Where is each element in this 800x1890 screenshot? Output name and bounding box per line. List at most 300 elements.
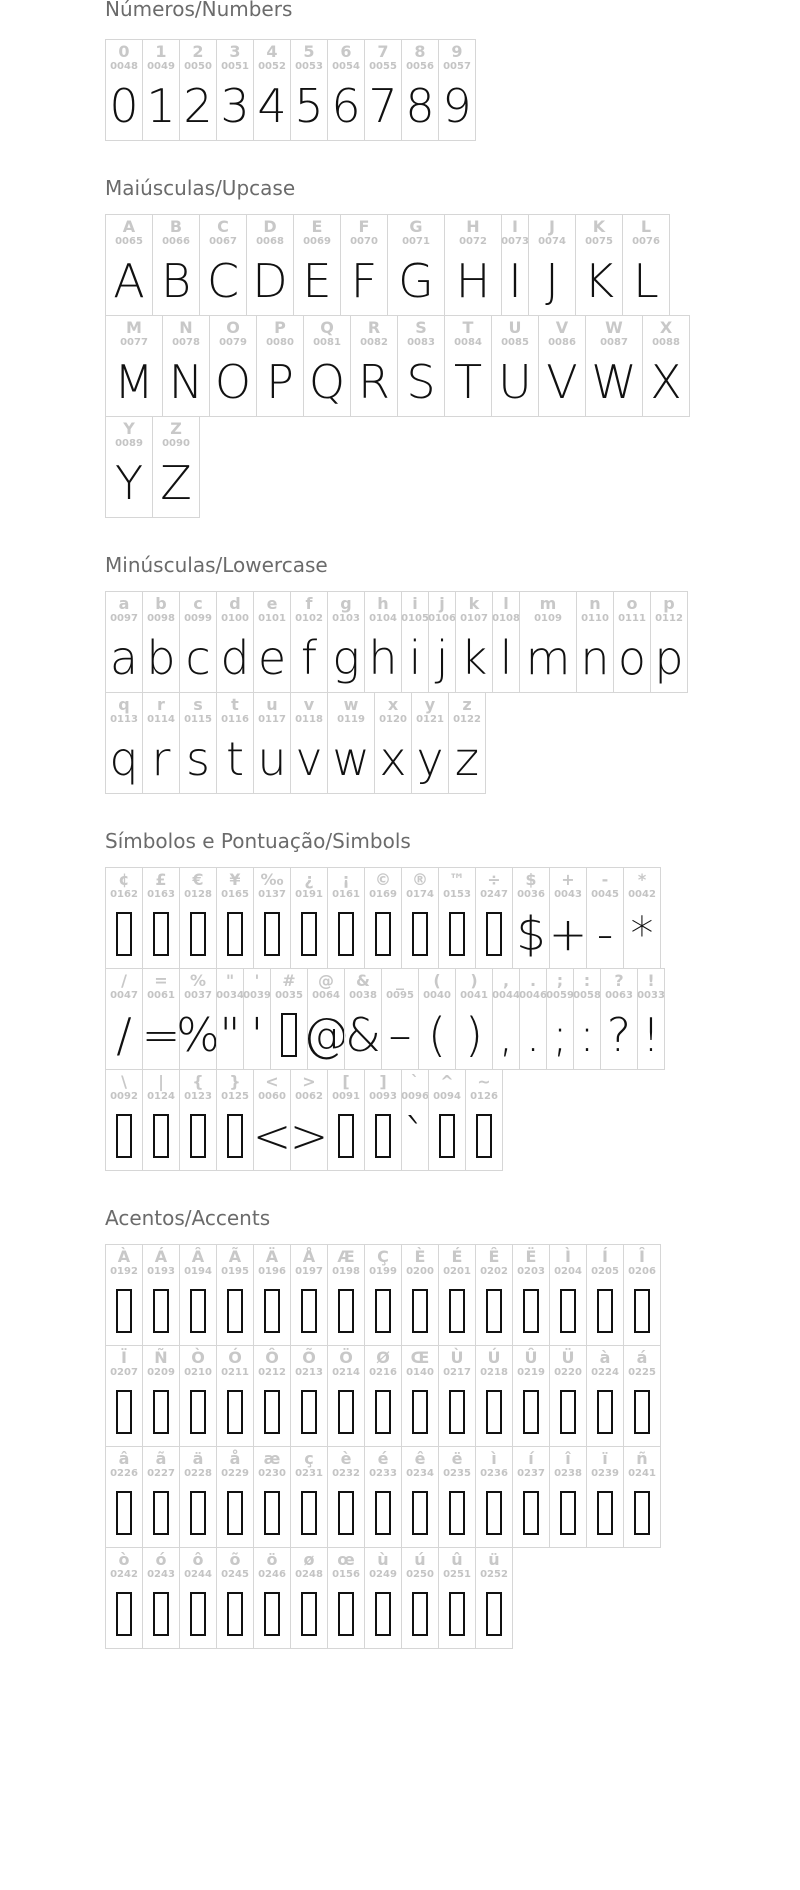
glyph-code: 0217 bbox=[443, 1367, 471, 1378]
glyph-sample-text: 2 bbox=[183, 79, 213, 133]
glyph-reference-char: ® bbox=[412, 870, 428, 889]
glyph-code: 0156 bbox=[332, 1569, 360, 1580]
glyph-reference-char: = bbox=[154, 971, 168, 990]
glyph-code: 0123 bbox=[184, 1091, 212, 1102]
glyph-cell bbox=[512, 1244, 550, 1346]
glyph-cell bbox=[387, 214, 445, 316]
glyph-cell bbox=[216, 968, 244, 1070]
glyph-cell bbox=[637, 968, 665, 1070]
glyph-reference-char: ö bbox=[266, 1550, 278, 1569]
glyph-code: 0088 bbox=[652, 337, 680, 348]
glyph-sample-text: j bbox=[435, 631, 449, 685]
glyph-sample bbox=[183, 76, 213, 136]
missing-glyph-box-icon bbox=[146, 904, 176, 964]
glyph-sample-text: = bbox=[141, 1008, 181, 1062]
glyph-code: 0232 bbox=[332, 1468, 360, 1479]
glyph-code: 0050 bbox=[184, 61, 212, 72]
glyph-code: 0201 bbox=[443, 1266, 471, 1277]
glyph-sample-text: M bbox=[114, 355, 154, 409]
glyph-cell bbox=[142, 1345, 180, 1447]
glyph-reference-char: ^ bbox=[440, 1072, 454, 1091]
glyph-reference-char: ¥ bbox=[229, 870, 241, 889]
glyph-reference-char: W bbox=[605, 318, 623, 337]
notdef-rectangle bbox=[227, 1114, 243, 1158]
glyph-sample-text: w bbox=[332, 732, 370, 786]
glyph-reference-char: " bbox=[225, 971, 235, 990]
glyph-code: 0245 bbox=[221, 1569, 249, 1580]
glyph-reference-char: 2 bbox=[192, 42, 204, 61]
glyph-cell bbox=[491, 315, 539, 417]
notdef-rectangle bbox=[560, 1390, 576, 1434]
glyph-cell bbox=[455, 591, 493, 693]
glyph-sample bbox=[109, 76, 139, 136]
notdef-rectangle bbox=[227, 1289, 243, 1333]
glyph-code: 0227 bbox=[147, 1468, 175, 1479]
glyph-cell bbox=[438, 1547, 476, 1649]
glyph-cell bbox=[105, 416, 153, 518]
glyph-code: 0095 bbox=[386, 990, 414, 1001]
glyph-sample bbox=[114, 251, 144, 311]
glyph-sample bbox=[302, 251, 332, 311]
glyph-reference-char: Æ bbox=[337, 1247, 355, 1266]
glyph-cell bbox=[290, 1547, 328, 1649]
notdef-rectangle bbox=[375, 1491, 391, 1535]
glyph-sample-text: * bbox=[630, 907, 654, 961]
glyph-cell bbox=[105, 1547, 143, 1649]
glyph-reference-char: ú bbox=[414, 1550, 426, 1569]
glyph-cell bbox=[401, 867, 439, 969]
glyph-reference-char: ™ bbox=[449, 870, 465, 889]
glyph-sample bbox=[455, 251, 491, 311]
glyph-sample-text: p bbox=[654, 631, 684, 685]
glyph-reference-char: R bbox=[367, 318, 381, 337]
glyph-reference-char: à bbox=[599, 1348, 611, 1367]
missing-glyph-box-icon bbox=[146, 1483, 176, 1543]
glyph-cell bbox=[538, 315, 586, 417]
glyph-cell bbox=[105, 591, 143, 693]
missing-glyph-box-icon bbox=[294, 1483, 324, 1543]
glyph-reference-char: e bbox=[266, 594, 278, 613]
glyph-code: 0137 bbox=[258, 889, 286, 900]
glyph-cell bbox=[401, 1547, 439, 1649]
glyph-reference-char: v bbox=[303, 695, 315, 714]
glyph-sample bbox=[257, 628, 287, 688]
glyph-code: 0230 bbox=[258, 1468, 286, 1479]
glyph-sample-text: O bbox=[214, 355, 252, 409]
glyph-sample bbox=[500, 251, 530, 311]
glyph-sample-text: Y bbox=[114, 456, 144, 510]
missing-glyph-box-icon bbox=[590, 1281, 620, 1341]
glyph-code: 0252 bbox=[480, 1569, 508, 1580]
notdef-rectangle bbox=[634, 1289, 650, 1333]
glyph-cell bbox=[397, 315, 445, 417]
glyph-cell bbox=[401, 1446, 439, 1548]
missing-glyph-box-icon bbox=[405, 1584, 435, 1644]
glyph-code: 0090 bbox=[162, 438, 190, 449]
glyph-reference-char: Î bbox=[639, 1247, 645, 1266]
notdef-rectangle bbox=[116, 1390, 132, 1434]
glyph-reference-char: ì bbox=[491, 1449, 497, 1468]
glyph-cell bbox=[293, 214, 341, 316]
glyph-sample-text: V bbox=[546, 355, 578, 409]
glyph-cell bbox=[650, 591, 688, 693]
glyph-reference-char: ë bbox=[451, 1449, 463, 1468]
glyph-cell bbox=[216, 591, 254, 693]
glyph-cell bbox=[623, 867, 661, 969]
glyph-sample-text: . bbox=[525, 1008, 541, 1062]
glyph-code: 0074 bbox=[538, 236, 566, 247]
glyph-sample-text: P bbox=[266, 355, 294, 409]
missing-glyph-box-icon bbox=[109, 1106, 139, 1166]
glyph-reference-char: z bbox=[462, 695, 472, 714]
notdef-rectangle bbox=[116, 1289, 132, 1333]
glyph-reference-char: > bbox=[302, 1072, 316, 1091]
glyph-sample-text: y bbox=[416, 732, 444, 786]
glyph-sample bbox=[331, 628, 361, 688]
glyph-sample-text: Z bbox=[160, 456, 192, 510]
glyph-code: 0079 bbox=[219, 337, 247, 348]
glyph-code: 0224 bbox=[591, 1367, 619, 1378]
notdef-rectangle bbox=[486, 1390, 502, 1434]
glyph-reference-char: < bbox=[265, 1072, 279, 1091]
glyph-code: 0048 bbox=[110, 61, 138, 72]
glyph-sample bbox=[627, 904, 657, 964]
glyph-code: 0126 bbox=[470, 1091, 498, 1102]
glyph-cell bbox=[642, 315, 690, 417]
glyph-sample bbox=[141, 1005, 181, 1065]
glyph-cell bbox=[438, 39, 476, 141]
missing-glyph-box-icon bbox=[331, 1584, 361, 1644]
notdef-rectangle bbox=[338, 1491, 354, 1535]
notdef-rectangle bbox=[412, 1390, 428, 1434]
glyph-code: 0092 bbox=[110, 1091, 138, 1102]
glyph-cell bbox=[246, 214, 294, 316]
glyph-cell bbox=[243, 968, 271, 1070]
glyph-code: 0070 bbox=[350, 236, 378, 247]
missing-glyph-box-icon bbox=[146, 1106, 176, 1166]
notdef-rectangle bbox=[116, 1592, 132, 1636]
glyph-cell bbox=[142, 1446, 180, 1548]
glyph-cell bbox=[303, 315, 351, 417]
glyph-sample-text: & bbox=[345, 1008, 381, 1062]
notdef-rectangle bbox=[153, 912, 169, 956]
glyph-code: 0202 bbox=[480, 1266, 508, 1277]
glyph-cell bbox=[475, 1446, 513, 1548]
glyph-reference-char: ] bbox=[379, 1072, 387, 1091]
glyph-cell bbox=[444, 214, 502, 316]
glyph-code: 0062 bbox=[295, 1091, 323, 1102]
notdef-rectangle bbox=[375, 912, 391, 956]
glyph-reference-char: P bbox=[274, 318, 286, 337]
notdef-rectangle bbox=[412, 912, 428, 956]
glyph-sample bbox=[617, 628, 647, 688]
glyph-reference-char: å bbox=[229, 1449, 241, 1468]
glyph-reference-char: ù bbox=[377, 1550, 389, 1569]
glyph-code: 0114 bbox=[147, 714, 175, 725]
missing-glyph-box-icon bbox=[294, 904, 324, 964]
missing-glyph-box-icon bbox=[257, 904, 287, 964]
glyph-cell bbox=[418, 968, 456, 1070]
glyph-reference-char: Q bbox=[320, 318, 334, 337]
glyph-code: 0203 bbox=[517, 1266, 545, 1277]
glyph-code: 0237 bbox=[517, 1468, 545, 1479]
missing-glyph-box-icon bbox=[257, 1382, 287, 1442]
glyph-reference-char: ¢ bbox=[118, 870, 130, 889]
glyph-code: 0063 bbox=[605, 990, 633, 1001]
glyph-code: 0191 bbox=[295, 889, 323, 900]
glyph-reference-char: J bbox=[549, 217, 555, 236]
missing-glyph-box-icon bbox=[442, 1281, 472, 1341]
glyph-cell bbox=[216, 39, 254, 141]
glyph-reference-char: G bbox=[409, 217, 423, 236]
glyph-sample bbox=[214, 352, 252, 412]
notdef-rectangle bbox=[634, 1390, 650, 1434]
missing-glyph-box-icon bbox=[220, 1106, 250, 1166]
notdef-rectangle bbox=[153, 1592, 169, 1636]
glyph-code: 0112 bbox=[655, 613, 683, 624]
glyph-reference-char: S bbox=[415, 318, 427, 337]
glyph-cell bbox=[290, 1244, 328, 1346]
glyph-sample bbox=[580, 628, 610, 688]
glyph-code: 0110 bbox=[581, 613, 609, 624]
glyph-cell bbox=[586, 1345, 624, 1447]
glyph-code: 0046 bbox=[519, 990, 547, 1001]
glyph-sample bbox=[109, 1005, 139, 1065]
glyph-cell bbox=[327, 1547, 365, 1649]
glyph-reference-char: ò bbox=[118, 1550, 130, 1569]
glyph-cell bbox=[290, 867, 328, 969]
glyph-code: 0035 bbox=[275, 990, 303, 1001]
glyph-code: 0243 bbox=[147, 1569, 175, 1580]
glyph-reference-char: Ñ bbox=[154, 1348, 168, 1367]
glyph-cell bbox=[152, 214, 200, 316]
glyph-cell bbox=[216, 1345, 254, 1447]
glyph-code: 0244 bbox=[184, 1569, 212, 1580]
missing-glyph-box-icon bbox=[368, 1106, 398, 1166]
glyph-code: 0118 bbox=[295, 714, 323, 725]
glyph-code: 0071 bbox=[402, 236, 430, 247]
glyph-sample bbox=[168, 352, 204, 412]
glyph-code: 0096 bbox=[401, 1091, 429, 1102]
glyph-grid-upcase bbox=[105, 214, 695, 517]
glyph-sample-text: i bbox=[408, 631, 422, 685]
glyph-cell bbox=[327, 867, 365, 969]
glyph-sample bbox=[220, 76, 250, 136]
glyph-code: 0093 bbox=[369, 1091, 397, 1102]
notdef-rectangle bbox=[597, 1390, 613, 1434]
notdef-rectangle bbox=[486, 1491, 502, 1535]
glyph-reference-char: Ø bbox=[376, 1348, 390, 1367]
glyph-sample-text: ; bbox=[552, 1008, 568, 1062]
glyph-reference-char: w bbox=[343, 695, 359, 714]
missing-glyph-box-icon bbox=[183, 1106, 213, 1166]
notdef-rectangle bbox=[264, 1491, 280, 1535]
glyph-reference-char: M bbox=[126, 318, 142, 337]
glyph-cell bbox=[179, 692, 217, 794]
glyph-reference-char: À bbox=[117, 1247, 131, 1266]
missing-glyph-box-icon bbox=[183, 904, 213, 964]
glyph-sample bbox=[537, 251, 567, 311]
glyph-sample-text: f bbox=[300, 631, 318, 685]
glyph-cell bbox=[327, 1446, 365, 1548]
glyph-reference-char: n bbox=[589, 594, 601, 613]
glyph-code: 0099 bbox=[184, 613, 212, 624]
glyph-sample-text: B bbox=[160, 254, 192, 308]
glyph-cell bbox=[142, 968, 180, 1070]
glyph-sample-text: k bbox=[460, 631, 488, 685]
glyph-reference-char: 0 bbox=[118, 42, 130, 61]
glyph-sample bbox=[161, 251, 191, 311]
missing-glyph-box-icon bbox=[516, 1483, 546, 1543]
glyph-sample bbox=[208, 251, 238, 311]
glyph-sample bbox=[545, 1005, 575, 1065]
glyph-cell bbox=[290, 591, 328, 693]
glyph-reference-char: F bbox=[358, 217, 370, 236]
glyph-sample bbox=[308, 352, 346, 412]
glyph-reference-char: x bbox=[387, 695, 399, 714]
glyph-code: 0120 bbox=[379, 714, 407, 725]
glyph-code: 0073 bbox=[501, 236, 529, 247]
glyph-code: 0251 bbox=[443, 1569, 471, 1580]
glyph-cell bbox=[428, 1069, 466, 1171]
notdef-rectangle bbox=[338, 1289, 354, 1333]
glyph-cell bbox=[401, 39, 439, 141]
glyph-cell bbox=[179, 1446, 217, 1548]
notdef-rectangle bbox=[634, 1491, 650, 1535]
glyph-reference-char: h bbox=[377, 594, 389, 613]
glyph-reference-char: Ò bbox=[191, 1348, 205, 1367]
glyph-code: 0060 bbox=[258, 1091, 286, 1102]
glyph-cell bbox=[327, 1244, 365, 1346]
glyph-sample-text: : bbox=[579, 1008, 595, 1062]
glyph-code: 0239 bbox=[591, 1468, 619, 1479]
glyph-sample bbox=[400, 628, 430, 688]
notdef-rectangle bbox=[227, 1491, 243, 1535]
glyph-sample bbox=[257, 729, 287, 789]
glyph-reference-char: b bbox=[155, 594, 167, 613]
glyph-cell bbox=[142, 39, 180, 141]
glyph-reference-char: Ü bbox=[561, 1348, 575, 1367]
glyph-reference-char: â bbox=[118, 1449, 130, 1468]
glyph-reference-char: q bbox=[118, 695, 130, 714]
glyph-sample-text: L bbox=[633, 254, 659, 308]
missing-glyph-box-icon bbox=[257, 1483, 287, 1543]
glyph-cell bbox=[576, 591, 614, 693]
glyph-code: 0196 bbox=[258, 1266, 286, 1277]
glyph-cell bbox=[512, 1345, 550, 1447]
glyph-code: 0162 bbox=[110, 889, 138, 900]
missing-glyph-box-icon bbox=[146, 1382, 176, 1442]
glyph-reference-char: ó bbox=[155, 1550, 167, 1569]
missing-glyph-box-icon bbox=[405, 904, 435, 964]
glyph-sample bbox=[252, 251, 288, 311]
glyph-sample-text: D bbox=[252, 254, 288, 308]
glyph-sample-text: ! bbox=[641, 1008, 661, 1062]
glyph-code: 0210 bbox=[184, 1367, 212, 1378]
glyph-code: 0198 bbox=[332, 1266, 360, 1277]
glyph-reference-char: c bbox=[193, 594, 203, 613]
glyph-sample-text: E bbox=[302, 254, 332, 308]
glyph-reference-char: î bbox=[565, 1449, 571, 1468]
glyph-sample bbox=[146, 729, 176, 789]
glyph-sample-text: ` bbox=[403, 1109, 427, 1163]
glyph-reference-char: D bbox=[263, 217, 277, 236]
notdef-rectangle bbox=[597, 1491, 613, 1535]
glyph-cell bbox=[438, 1244, 476, 1346]
glyph-cell bbox=[209, 315, 257, 417]
glyph-sample-text: W bbox=[591, 355, 637, 409]
glyph-sample-text: F bbox=[350, 254, 378, 308]
glyph-code: 0229 bbox=[221, 1468, 249, 1479]
notdef-rectangle bbox=[153, 1491, 169, 1535]
glyph-code: 0124 bbox=[147, 1091, 175, 1102]
glyph-code: 0228 bbox=[184, 1468, 212, 1479]
notdef-rectangle bbox=[116, 1114, 132, 1158]
glyph-reference-char: õ bbox=[229, 1550, 241, 1569]
glyph-sample bbox=[220, 729, 250, 789]
glyph-code: 0212 bbox=[258, 1367, 286, 1378]
glyph-code: 0055 bbox=[369, 61, 397, 72]
missing-glyph-box-icon bbox=[516, 1382, 546, 1442]
glyph-reference-char: í bbox=[528, 1449, 534, 1468]
glyph-code: 0098 bbox=[147, 613, 175, 624]
glyph-reference-char: É bbox=[451, 1247, 463, 1266]
glyph-reference-char: Ô bbox=[265, 1348, 279, 1367]
glyph-cell bbox=[105, 1069, 143, 1171]
glyph-reference-char: Â bbox=[191, 1247, 205, 1266]
glyph-sample bbox=[294, 628, 324, 688]
glyph-code: 0174 bbox=[406, 889, 434, 900]
glyph-reference-char: + bbox=[561, 870, 575, 889]
glyph-code: 0049 bbox=[147, 61, 175, 72]
glyph-reference-char: ñ bbox=[636, 1449, 648, 1468]
glyph-reference-char: È bbox=[414, 1247, 426, 1266]
glyph-reference-char: Œ bbox=[410, 1348, 430, 1367]
glyph-reference-char: ; bbox=[556, 971, 564, 990]
glyph-cell bbox=[586, 867, 624, 969]
glyph-code: 0051 bbox=[221, 61, 249, 72]
glyph-sample bbox=[459, 628, 489, 688]
glyph-sample-text: > bbox=[289, 1109, 329, 1163]
glyph-reference-char: ô bbox=[192, 1550, 204, 1569]
glyph-sample bbox=[242, 1005, 272, 1065]
glyph-grid-accents bbox=[105, 1244, 695, 1648]
missing-glyph-box-icon bbox=[553, 1483, 583, 1543]
glyph-reference-char: / bbox=[121, 971, 127, 990]
glyph-cell bbox=[253, 1446, 291, 1548]
glyph-sample-text: s bbox=[186, 732, 210, 786]
glyph-code: 0216 bbox=[369, 1367, 397, 1378]
glyph-cell bbox=[512, 1446, 550, 1548]
notdef-rectangle bbox=[523, 1289, 539, 1333]
glyph-cell bbox=[142, 1244, 180, 1346]
glyph-sample bbox=[631, 251, 661, 311]
glyph-sample bbox=[518, 1005, 548, 1065]
glyph-code: 0100 bbox=[221, 613, 249, 624]
glyph-reference-char: , bbox=[502, 971, 510, 990]
glyph-cell bbox=[253, 1244, 291, 1346]
glyph-code: 0165 bbox=[221, 889, 249, 900]
glyph-reference-char: Ù bbox=[450, 1348, 464, 1367]
glyph-code: 0218 bbox=[480, 1367, 508, 1378]
glyph-code: 0197 bbox=[295, 1266, 323, 1277]
glyph-cell bbox=[253, 39, 291, 141]
glyph-cell bbox=[364, 1244, 402, 1346]
glyph-code: 0077 bbox=[120, 337, 148, 348]
glyph-sample-text: z bbox=[454, 732, 480, 786]
glyph-sample-text: T bbox=[453, 355, 483, 409]
glyph-reference-char: £ bbox=[155, 870, 167, 889]
